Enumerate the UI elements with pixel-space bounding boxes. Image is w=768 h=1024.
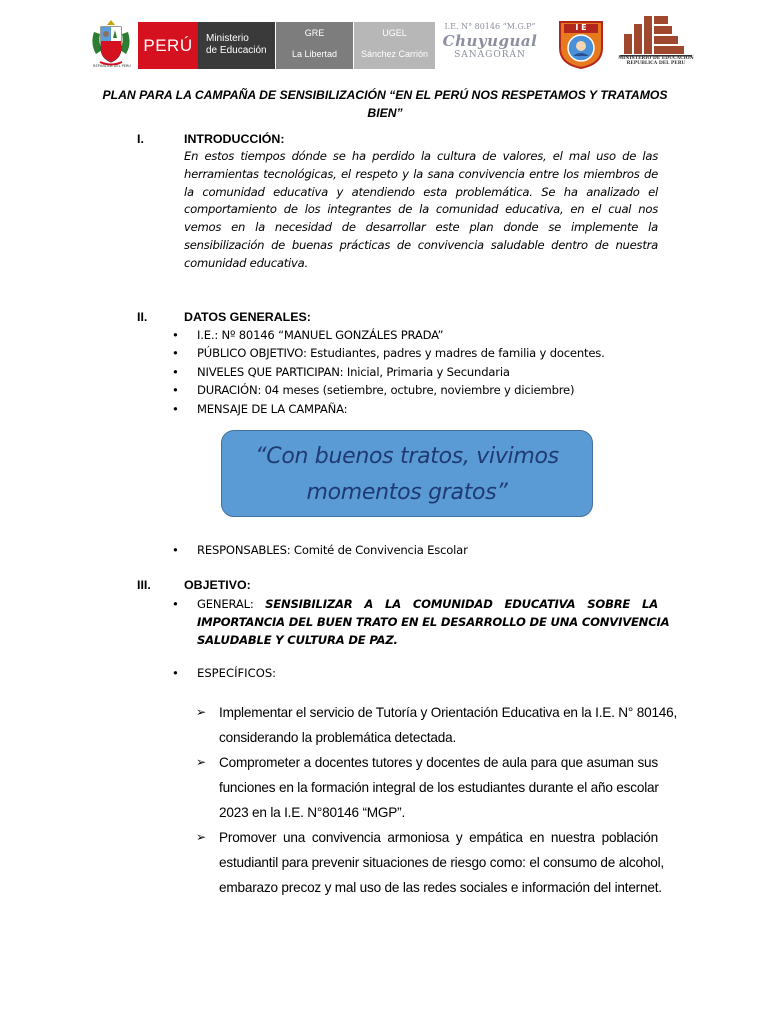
item-text: DURACIÓN: 04 meses (setiembre, octubre, noviembre y diciembre) <box>197 383 575 398</box>
general-text: IMPORTANCIA DEL BUEN TRATO EN EL DESARROLLO DE UNA CONVIVENCIA <box>197 615 670 629</box>
objective-line: Promover una convivencia armoniosa y empática en nuestra población <box>219 830 658 845</box>
campaign-message-callout <box>221 430 593 517</box>
general-line2 <box>197 613 670 631</box>
ministry-line2: de Educación <box>206 45 267 56</box>
list-item <box>196 825 664 900</box>
school-district: SANAGORÁN <box>454 50 526 60</box>
ministry-caption-line1: MINISTERIO DE EDUCACION <box>618 56 694 61</box>
campaign-message-line1: “Con buenos tratos, vivimos <box>255 444 559 469</box>
intro-line: comunidad educativa. <box>184 255 308 270</box>
arrow-bullet-icon: ➢ <box>196 755 206 769</box>
objective-line: Implementar el servicio de Tutoría y Orientación Educativa en la I.E. N° 80146, <box>219 705 678 720</box>
responsables-list <box>172 541 468 559</box>
objective-line: considerando la problemática detectada. <box>219 730 457 745</box>
intro-line: herramientas tecnológicas, el respeto y la sana convivencia entre los miembros de <box>184 166 658 181</box>
badge-text: I E <box>575 23 587 32</box>
list-item <box>172 363 605 381</box>
general-data-list <box>172 326 605 418</box>
arrow-bullet-icon: ➢ <box>196 705 206 719</box>
ministry-logo-caption <box>618 56 694 66</box>
gre-line1: GRE <box>304 28 325 38</box>
intro-line: la comunidad educativa y atendiendo esta problemática. Se ha analizado el <box>184 184 658 199</box>
objective-line: Comprometer a docentes tutores y docentes de aula para que asuman sus <box>219 755 658 770</box>
section2-number: II. <box>137 310 148 324</box>
title-line2: BIEN” <box>367 106 403 120</box>
crest-caption: REPÚBLICA DEL PERÚ <box>93 64 131 68</box>
list-item <box>196 750 658 825</box>
ugel-line1: UGEL <box>382 28 407 38</box>
intro-line: sensibilización de buenas prácticas de convivencia saludable dentro de nuestra <box>184 237 658 252</box>
peru-coat-of-arms-icon <box>86 18 136 68</box>
school-name-logo <box>440 22 540 60</box>
ugel-logo <box>354 22 435 69</box>
section3-heading: OBJETIVO: <box>184 578 251 592</box>
objective-line: embarazo precoz y mal uso de las redes sociales e información del internet. <box>219 880 662 895</box>
introduction-paragraph <box>184 148 658 273</box>
bullet-icon: • <box>172 383 179 398</box>
school-code: I.E. N° 80146 “M.G.P” <box>444 22 536 31</box>
section2-heading: DATOS GENERALES: <box>184 310 311 324</box>
ugel-line2: Sánchez Carrión <box>360 49 429 59</box>
item-text: I.E.: Nº 80146 “MANUEL GONZÁLES PRADA” <box>197 328 444 342</box>
document-title <box>100 86 670 122</box>
general-label: GENERAL: <box>197 597 254 611</box>
section1-number: I. <box>137 132 144 146</box>
list-item <box>172 541 468 559</box>
section3-number: III. <box>137 578 151 592</box>
objective-line: 2023 en la I.E. N°80146 “MGP”. <box>219 805 406 820</box>
gre-logo <box>276 22 353 69</box>
bullet-icon: • <box>172 666 179 680</box>
school-place: Chuyugual <box>442 32 538 50</box>
objective-line: estudiantil para prevenir situaciones de riesgo como: el consumo de alcohol, <box>219 855 664 870</box>
title-line1: PLAN PARA LA CAMPAÑA DE SENSIBILIZACIÓN “EN EL PERÚ NOS RESPETAMOS Y TRATAMOS <box>102 88 668 102</box>
item-text: RESPONSABLES: Comité de Convivencia Escolar <box>197 543 468 557</box>
specific-objectives-list <box>196 700 678 900</box>
general-text: SALUDABLE Y CULTURA DE PAZ. <box>197 633 398 647</box>
ministry-line1: Ministerio <box>206 33 249 44</box>
intro-line: vemos en la necesidad de desarrollar este plan donde se implemente la <box>184 220 658 235</box>
specific-label: ESPECÍFICOS: <box>197 666 277 680</box>
intro-line: comportamiento de los integrantes de la comunidad educativa, en el cual nos <box>184 202 658 217</box>
bullet-icon: • <box>172 401 179 416</box>
bullet-icon: • <box>172 328 179 342</box>
bullet-icon: • <box>172 346 179 361</box>
list-item <box>172 344 605 362</box>
gre-line2: La Libertad <box>291 49 338 59</box>
general-text: SENSIBILIZAR A LA COMUNIDAD EDUCATIVA SOBRE LA <box>265 597 658 611</box>
peru-logo: PERÚ <box>138 22 198 69</box>
ministry-caption-line2: REPUBLICA DEL PERU <box>626 61 686 66</box>
item-text: NIVELES QUE PARTICIPAN: Inicial, Primaria y Secundaria <box>197 364 510 379</box>
bullet-icon: • <box>172 364 179 379</box>
arrow-bullet-icon: ➢ <box>196 830 206 844</box>
general-line1 <box>197 595 658 613</box>
item-text: MENSAJE DE LA CAMPAÑA: <box>197 401 348 416</box>
list-item <box>196 700 678 750</box>
item-text: PÚBLICO OBJETIVO: Estudiantes, padres y madres de familia y docentes. <box>197 346 605 361</box>
bullet-icon: • <box>172 543 179 557</box>
bullet-icon: • <box>172 597 179 611</box>
general-line3 <box>197 631 658 649</box>
list-item <box>172 326 605 344</box>
intro-line: En estos tiempos dónde se ha perdido la cultura de valores, el mal uso de las <box>184 149 658 163</box>
campaign-message-line2: momentos gratos” <box>306 480 508 505</box>
section1-heading: INTRODUCCIÓN: <box>184 132 285 146</box>
objective-line: funciones en la formación integral de los estudiantes durante el año escolar <box>219 780 659 795</box>
header-logo-bar <box>86 18 696 72</box>
list-item <box>172 381 605 399</box>
ministry-logo <box>198 22 275 69</box>
list-item <box>172 400 605 418</box>
